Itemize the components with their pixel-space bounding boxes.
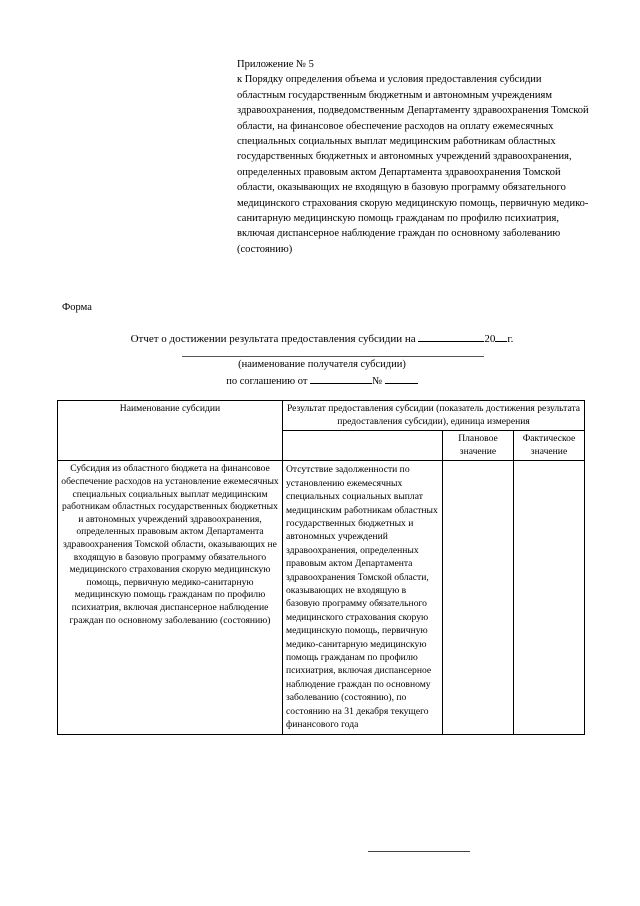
table-row	[58, 461, 585, 734]
recipient-name-blank[interactable]	[182, 356, 484, 357]
report-title-suffix: г.	[507, 333, 514, 345]
column-header-result-spacer	[283, 431, 443, 461]
agreement-line	[57, 372, 587, 389]
report-title	[57, 330, 587, 347]
form-label: Форма	[62, 302, 92, 313]
column-header-subsidy-name: Наименование субсидии	[58, 401, 283, 461]
agreement-number-sign: №	[372, 376, 383, 387]
appendix-reference-text: к Порядку определения объема и условия предоставления субсидии областным государственным бюджетным и автономным учреждениям здравоохранения, подведомственным Департаменту здравоохранения Томской области, на финансовое обеспечение расходов на оплату ежемесячных специальных социальных выплат медицинским работникам областных государственных бюджетных и автономных учреждений здравоохранения, определенных правовым актом Департамента здравоохранения Томской области, оказывающих не входящую в базовую программу обязательного медицинского страхования скорую медицинскую помощь, первичную медико-санитарную медицинскую помощь гражданам по профилю психиатрия, включая диспансерное наблюдение граждан по основному заболеванию (состоянию)	[237, 74, 589, 255]
agreement-number-blank[interactable]	[385, 372, 418, 384]
cell-actual-value[interactable]	[514, 461, 585, 734]
report-year-blank[interactable]	[495, 330, 507, 342]
report-title-text: Отчет о достижении результата предоставления субсидии на	[130, 333, 419, 345]
cell-planned-value[interactable]	[443, 461, 514, 734]
appendix-number: Приложение № 5	[237, 59, 314, 70]
cell-subsidy-name: Субсидия из областного бюджета на финансовое обеспечение расходов на установление ежемесячных специальных социальных выплат медицинским работникам областных государственных бюджетных и автономных учреждений здравоохранения, определенных правовым актом Департамента здравоохранения Томской области, оказывающих не входящую в базовую программу обязательного медицинского страхования скорую медицинскую помощь, первичную медико-санитарную медицинскую помощь гражданам по профилю психиатрия, включая диспансерное наблюдение граждан по основному заболеванию (состоянию)	[58, 461, 283, 734]
signature-blank[interactable]	[368, 851, 470, 852]
recipient-caption: (наименование получателя субсидии)	[238, 359, 406, 370]
agreement-prefix: по соглашению от	[226, 376, 311, 387]
report-title-year: 20	[484, 333, 496, 345]
column-header-result: Результат предоставления субсидии (показатель достижения результата предоставления субсидии), единица измерения	[283, 401, 585, 431]
table-header-row-main	[58, 401, 585, 431]
appendix-reference-block	[237, 57, 592, 257]
column-header-actual-value: Фактическое значение	[514, 431, 585, 461]
report-date-blank[interactable]	[418, 330, 484, 342]
cell-result: Отсутствие задолженности по установлению ежемесячных специальных социальных выплат медицинским работникам областных государственных бюджетных и автономных учреждений здравоохранения, определенных правовым актом Департамента здравоохранения Томской области, оказывающих не входящую в базовую программу обязательного медицинского страхования скорую медицинскую помощь, первичную медико-санитарную медицинскую помощь гражданам по профилю психиатрия, включая диспансерное наблюдение граждан по основному заболеванию (состоянию), по состоянию на 31 декабря текущего финансового года	[283, 461, 443, 734]
column-header-planned-value: Плановое значение	[443, 431, 514, 461]
agreement-date-blank[interactable]	[310, 372, 372, 384]
result-report-table	[57, 400, 585, 735]
